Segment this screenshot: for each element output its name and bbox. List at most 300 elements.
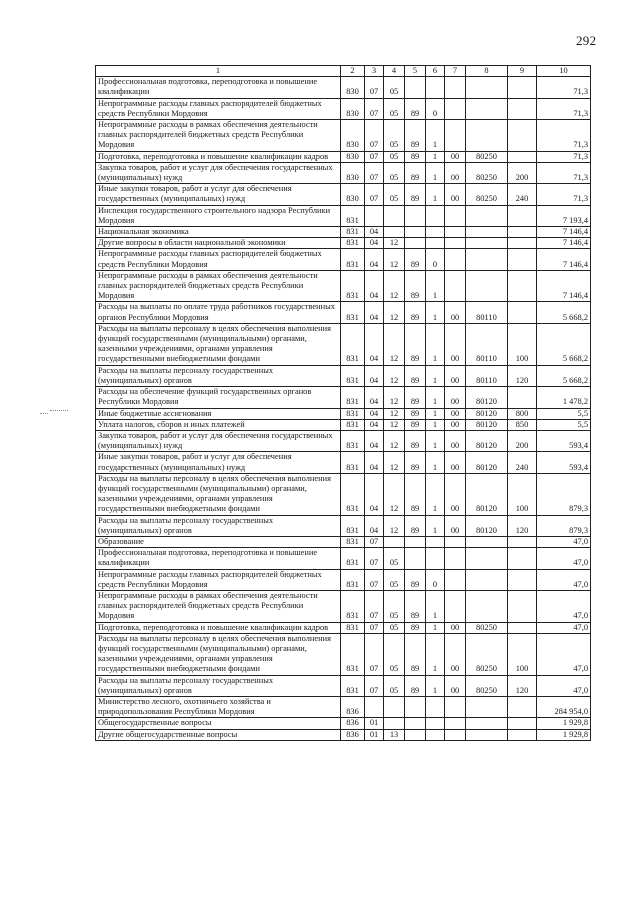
- direction-code: 80120: [466, 419, 508, 430]
- amount: 47,0: [537, 536, 591, 547]
- section-code: 07: [365, 622, 384, 633]
- subprogram-code: 1: [426, 270, 445, 302]
- expense-type-code: 120: [508, 515, 537, 536]
- direction-code: [466, 548, 508, 569]
- program-code: 89: [405, 430, 426, 451]
- table-row: [96, 323, 591, 365]
- program-code: [405, 696, 426, 717]
- subprogram-code: 1: [426, 675, 445, 696]
- expense-name: Закупка товаров, работ и услуг для обеспечения государственных (муниципальных) нужд: [96, 430, 341, 451]
- main-measure-code: [445, 249, 466, 270]
- section-code: 04: [365, 452, 384, 473]
- main-measure-code: 00: [445, 430, 466, 451]
- amount: 5 668,2: [537, 323, 591, 365]
- ministry-code: 830: [341, 151, 365, 162]
- program-code: [405, 536, 426, 547]
- amount: 47,0: [537, 569, 591, 590]
- table-row: [96, 302, 591, 323]
- subsection-code: 05: [384, 98, 405, 119]
- table-row: [96, 718, 591, 729]
- main-measure-code: [445, 120, 466, 152]
- direction-code: 80120: [466, 515, 508, 536]
- ministry-code: 831: [341, 590, 365, 622]
- main-measure-code: [445, 696, 466, 717]
- program-code: 89: [405, 633, 426, 675]
- section-code: 07: [365, 569, 384, 590]
- table-row: [96, 569, 591, 590]
- table-row: [96, 590, 591, 622]
- expense-name: Расходы на выплаты персоналу государственных (муниципальных) органов: [96, 365, 341, 386]
- section-code: 07: [365, 633, 384, 675]
- subprogram-code: 1: [426, 622, 445, 633]
- direction-code: 80110: [466, 323, 508, 365]
- table-row: [96, 729, 591, 740]
- expense-type-code: [508, 205, 537, 226]
- main-measure-code: [445, 77, 466, 98]
- program-code: 89: [405, 365, 426, 386]
- amount: 47,0: [537, 675, 591, 696]
- amount: 284 954,0: [537, 696, 591, 717]
- subprogram-code: 0: [426, 249, 445, 270]
- direction-code: 80250: [466, 184, 508, 205]
- subsection-code: 05: [384, 151, 405, 162]
- main-measure-code: 00: [445, 419, 466, 430]
- expense-name: Министерство лесного, охотничьего хозяйства и природопользования Республики Мордовия: [96, 696, 341, 717]
- expense-name: Расходы на выплаты по оплате труда работников государственных органов Республики Мордовия: [96, 302, 341, 323]
- direction-code: 80250: [466, 622, 508, 633]
- main-measure-code: 00: [445, 365, 466, 386]
- main-measure-code: [445, 590, 466, 622]
- section-code: 04: [365, 387, 384, 408]
- subprogram-code: 1: [426, 302, 445, 323]
- subsection-code: 12: [384, 249, 405, 270]
- subsection-code: 12: [384, 408, 405, 419]
- table-row: [96, 548, 591, 569]
- amount: 47,0: [537, 548, 591, 569]
- column-number-9: 9: [508, 66, 537, 77]
- expense-type-code: [508, 569, 537, 590]
- amount: 7 146,4: [537, 270, 591, 302]
- subsection-code: 05: [384, 77, 405, 98]
- subsection-code: 12: [384, 270, 405, 302]
- direction-code: 80250: [466, 633, 508, 675]
- subsection-code: 12: [384, 365, 405, 386]
- direction-code: 80120: [466, 452, 508, 473]
- section-code: 04: [365, 430, 384, 451]
- direction-code: 80250: [466, 151, 508, 162]
- expense-name: Образование: [96, 536, 341, 547]
- subprogram-code: 1: [426, 473, 445, 515]
- ministry-code: 830: [341, 77, 365, 98]
- ministry-code: 836: [341, 729, 365, 740]
- expense-type-code: 120: [508, 675, 537, 696]
- expense-name: Расходы на выплаты персоналу в целях обеспечения выполнения функций государственными (муниципальными) органами, казенными учреждениями, органами управления государственными внебюджетными фондами: [96, 473, 341, 515]
- ministry-code: 831: [341, 419, 365, 430]
- subprogram-code: 0: [426, 98, 445, 119]
- table-row: [96, 622, 591, 633]
- expense-name: Непрограммные расходы главных распорядителей бюджетных средств Республики Мордовия: [96, 98, 341, 119]
- subprogram-code: [426, 238, 445, 249]
- expense-type-code: 200: [508, 430, 537, 451]
- table-row: [96, 473, 591, 515]
- subsection-code: 05: [384, 548, 405, 569]
- main-measure-code: 00: [445, 184, 466, 205]
- program-code: 89: [405, 98, 426, 119]
- ministry-code: 831: [341, 622, 365, 633]
- table-row: [96, 408, 591, 419]
- table-row: [96, 675, 591, 696]
- table-row: [96, 536, 591, 547]
- direction-code: [466, 696, 508, 717]
- subprogram-code: [426, 729, 445, 740]
- amount: 71,3: [537, 184, 591, 205]
- main-measure-code: [445, 227, 466, 238]
- ministry-code: 831: [341, 408, 365, 419]
- program-code: 89: [405, 184, 426, 205]
- subsection-code: 12: [384, 302, 405, 323]
- ministry-code: 831: [341, 548, 365, 569]
- program-code: 89: [405, 162, 426, 183]
- expense-type-code: 100: [508, 323, 537, 365]
- subsection-code: 12: [384, 473, 405, 515]
- subsection-code: 05: [384, 184, 405, 205]
- program-code: [405, 238, 426, 249]
- expense-name: Иные закупки товаров, работ и услуг для обеспечения государственных (муниципальных) нужд: [96, 452, 341, 473]
- main-measure-code: 00: [445, 151, 466, 162]
- ministry-code: 831: [341, 227, 365, 238]
- expense-name: Инспекция государственного строительного надзора Республики Мордовия: [96, 205, 341, 226]
- main-measure-code: 00: [445, 633, 466, 675]
- main-measure-code: [445, 98, 466, 119]
- section-code: 04: [365, 419, 384, 430]
- table-row: [96, 238, 591, 249]
- section-code: 01: [365, 729, 384, 740]
- amount: 879,3: [537, 473, 591, 515]
- column-number-2: 2: [341, 66, 365, 77]
- table-row: [96, 184, 591, 205]
- direction-code: [466, 227, 508, 238]
- section-code: 04: [365, 270, 384, 302]
- direction-code: [466, 536, 508, 547]
- scan-mark: [40, 413, 48, 416]
- expense-name: Закупка товаров, работ и услуг для обеспечения государственных (муниципальных) нужд: [96, 162, 341, 183]
- main-measure-code: [445, 548, 466, 569]
- section-code: 07: [365, 98, 384, 119]
- subsection-code: 12: [384, 419, 405, 430]
- direction-code: [466, 77, 508, 98]
- direction-code: [466, 98, 508, 119]
- section-code: 04: [365, 323, 384, 365]
- expense-type-code: 100: [508, 473, 537, 515]
- subprogram-code: 1: [426, 430, 445, 451]
- program-code: 89: [405, 569, 426, 590]
- program-code: 89: [405, 249, 426, 270]
- expense-type-code: 100: [508, 633, 537, 675]
- ministry-code: 831: [341, 323, 365, 365]
- table-row: [96, 387, 591, 408]
- subsection-code: 05: [384, 633, 405, 675]
- subsection-code: 12: [384, 452, 405, 473]
- main-measure-code: 00: [445, 387, 466, 408]
- expense-type-code: 800: [508, 408, 537, 419]
- expense-type-code: [508, 270, 537, 302]
- section-code: 07: [365, 536, 384, 547]
- expense-type-code: [508, 729, 537, 740]
- subsection-code: [384, 718, 405, 729]
- program-code: 89: [405, 408, 426, 419]
- direction-code: 80120: [466, 430, 508, 451]
- direction-code: 80120: [466, 408, 508, 419]
- program-code: 89: [405, 590, 426, 622]
- ministry-code: 831: [341, 249, 365, 270]
- direction-code: [466, 270, 508, 302]
- section-code: 07: [365, 162, 384, 183]
- main-measure-code: [445, 536, 466, 547]
- amount: 593,4: [537, 430, 591, 451]
- table-row: [96, 162, 591, 183]
- amount: 71,3: [537, 77, 591, 98]
- ministry-code: 830: [341, 98, 365, 119]
- program-code: 89: [405, 515, 426, 536]
- subprogram-code: [426, 227, 445, 238]
- ministry-code: 831: [341, 536, 365, 547]
- main-measure-code: 00: [445, 675, 466, 696]
- subprogram-code: 1: [426, 408, 445, 419]
- subprogram-code: [426, 205, 445, 226]
- section-code: 07: [365, 77, 384, 98]
- subprogram-code: 1: [426, 633, 445, 675]
- expense-type-code: [508, 249, 537, 270]
- expense-name: Расходы на выплаты персоналу в целях обеспечения выполнения функций государственными (муниципальными) органами, казенными учреждениями, органами управления государственными внебюджетными фондами: [96, 633, 341, 675]
- table-row: [96, 227, 591, 238]
- direction-code: [466, 205, 508, 226]
- subprogram-code: 1: [426, 515, 445, 536]
- table-row: [96, 419, 591, 430]
- section-code: 07: [365, 184, 384, 205]
- amount: 5 668,2: [537, 302, 591, 323]
- expense-name: Расходы на выплаты персоналу в целях обеспечения выполнения функций государственными (муниципальными) органами, казенными учреждениями, органами управления государственными внебюджетными фондами: [96, 323, 341, 365]
- subsection-code: [384, 536, 405, 547]
- program-code: [405, 77, 426, 98]
- section-code: 07: [365, 151, 384, 162]
- subsection-code: 05: [384, 162, 405, 183]
- expense-name: Расходы на выплаты персоналу государственных (муниципальных) органов: [96, 675, 341, 696]
- table-row: [96, 120, 591, 152]
- expense-type-code: [508, 536, 537, 547]
- ministry-code: 831: [341, 473, 365, 515]
- program-code: 89: [405, 473, 426, 515]
- main-measure-code: [445, 718, 466, 729]
- expense-type-code: [508, 696, 537, 717]
- column-number-4: 4: [384, 66, 405, 77]
- program-code: 89: [405, 452, 426, 473]
- table-row: [96, 696, 591, 717]
- amount: 47,0: [537, 622, 591, 633]
- direction-code: 80120: [466, 387, 508, 408]
- ministry-code: 831: [341, 675, 365, 696]
- ministry-code: 831: [341, 270, 365, 302]
- ministry-code: 831: [341, 452, 365, 473]
- table-row: [96, 98, 591, 119]
- subsection-code: 12: [384, 430, 405, 451]
- expense-type-code: 850: [508, 419, 537, 430]
- subprogram-code: 1: [426, 151, 445, 162]
- direction-code: 80250: [466, 162, 508, 183]
- expense-name: Другие вопросы в области национальной экономики: [96, 238, 341, 249]
- subprogram-code: [426, 718, 445, 729]
- program-code: 89: [405, 302, 426, 323]
- budget-table: [95, 65, 591, 741]
- program-code: 89: [405, 270, 426, 302]
- ministry-code: 836: [341, 696, 365, 717]
- expense-type-code: [508, 718, 537, 729]
- expense-type-code: [508, 227, 537, 238]
- amount: 7 146,4: [537, 249, 591, 270]
- subsection-code: 12: [384, 387, 405, 408]
- direction-code: [466, 120, 508, 152]
- section-code: 04: [365, 227, 384, 238]
- table-row: [96, 430, 591, 451]
- main-measure-code: 00: [445, 515, 466, 536]
- section-code: 07: [365, 675, 384, 696]
- subsection-code: 05: [384, 590, 405, 622]
- table-row: [96, 249, 591, 270]
- table-row: [96, 515, 591, 536]
- amount: 593,4: [537, 452, 591, 473]
- direction-code: 80250: [466, 675, 508, 696]
- direction-code: 80110: [466, 365, 508, 386]
- expense-type-code: 240: [508, 452, 537, 473]
- subsection-code: [384, 696, 405, 717]
- expense-type-code: [508, 590, 537, 622]
- expense-name: Расходы на обеспечение функций государственных органов Республики Мордовия: [96, 387, 341, 408]
- main-measure-code: [445, 238, 466, 249]
- amount: 1 929,8: [537, 729, 591, 740]
- amount: 1 929,8: [537, 718, 591, 729]
- main-measure-code: 00: [445, 162, 466, 183]
- section-code: 07: [365, 548, 384, 569]
- expense-type-code: [508, 548, 537, 569]
- amount: 1 478,2: [537, 387, 591, 408]
- column-number-8: 8: [466, 66, 508, 77]
- main-measure-code: [445, 270, 466, 302]
- table-row: [96, 205, 591, 226]
- expense-name: Непрограммные расходы в рамках обеспечения деятельности главных распорядителей бюджетных средств Республики Мордовия: [96, 590, 341, 622]
- main-measure-code: 00: [445, 473, 466, 515]
- column-number-3: 3: [365, 66, 384, 77]
- subsection-code: [384, 205, 405, 226]
- subprogram-code: 1: [426, 365, 445, 386]
- amount: 7 146,4: [537, 227, 591, 238]
- expense-name: Расходы на выплаты персоналу государственных (муниципальных) органов: [96, 515, 341, 536]
- ministry-code: 831: [341, 633, 365, 675]
- section-code: 04: [365, 408, 384, 419]
- ministry-code: 831: [341, 515, 365, 536]
- column-number-6: 6: [426, 66, 445, 77]
- scan-mark: [50, 410, 68, 413]
- section-code: 07: [365, 120, 384, 152]
- subsection-code: 12: [384, 515, 405, 536]
- subsection-code: 05: [384, 675, 405, 696]
- ministry-code: 830: [341, 162, 365, 183]
- expense-type-code: [508, 77, 537, 98]
- program-code: [405, 227, 426, 238]
- direction-code: [466, 238, 508, 249]
- amount: 71,3: [537, 151, 591, 162]
- expense-name: Иные бюджетные ассигнования: [96, 408, 341, 419]
- expense-type-code: 120: [508, 365, 537, 386]
- column-number-5: 5: [405, 66, 426, 77]
- expense-name: Уплата налогов, сборов и иных платежей: [96, 419, 341, 430]
- main-measure-code: 00: [445, 408, 466, 419]
- table-row: [96, 270, 591, 302]
- program-code: 89: [405, 387, 426, 408]
- section-code: [365, 205, 384, 226]
- expense-type-code: [508, 98, 537, 119]
- page-number: 292: [576, 33, 597, 48]
- main-measure-code: 00: [445, 622, 466, 633]
- section-code: 07: [365, 590, 384, 622]
- expense-name: Общегосударственные вопросы: [96, 718, 341, 729]
- expense-name: Непрограммные расходы главных распорядителей бюджетных средств Республики Мордовия: [96, 569, 341, 590]
- column-number-10: 10: [537, 66, 591, 77]
- ministry-code: 831: [341, 205, 365, 226]
- main-measure-code: [445, 729, 466, 740]
- table-row: [96, 452, 591, 473]
- subprogram-code: 1: [426, 184, 445, 205]
- main-measure-code: [445, 205, 466, 226]
- expense-name: Непрограммные расходы главных распорядителей бюджетных средств Республики Мордовия: [96, 249, 341, 270]
- expense-name: Иные закупки товаров, работ и услуг для обеспечения государственных (муниципальных) нужд: [96, 184, 341, 205]
- program-code: 89: [405, 419, 426, 430]
- subprogram-code: [426, 696, 445, 717]
- amount: 71,3: [537, 162, 591, 183]
- section-code: 04: [365, 302, 384, 323]
- expense-name: Непрограммные расходы в рамках обеспечения деятельности главных распорядителей бюджетных средств Республики Мордовия: [96, 270, 341, 302]
- program-code: 89: [405, 323, 426, 365]
- subprogram-code: [426, 77, 445, 98]
- subsection-code: 05: [384, 120, 405, 152]
- subsection-code: [384, 227, 405, 238]
- expense-name: Подготовка, переподготовка и повышение квалификации кадров: [96, 622, 341, 633]
- program-code: 89: [405, 151, 426, 162]
- amount: 5,5: [537, 408, 591, 419]
- main-measure-code: 00: [445, 452, 466, 473]
- program-code: 89: [405, 120, 426, 152]
- subprogram-code: [426, 536, 445, 547]
- subprogram-code: 1: [426, 452, 445, 473]
- subprogram-code: 1: [426, 419, 445, 430]
- amount: 7 146,4: [537, 238, 591, 249]
- amount: 71,3: [537, 98, 591, 119]
- section-code: [365, 696, 384, 717]
- ministry-code: 831: [341, 302, 365, 323]
- ministry-code: 830: [341, 184, 365, 205]
- ministry-code: 831: [341, 430, 365, 451]
- amount: 5 668,2: [537, 365, 591, 386]
- subsection-code: 12: [384, 323, 405, 365]
- amount: 879,3: [537, 515, 591, 536]
- subprogram-code: 1: [426, 162, 445, 183]
- expense-type-code: [508, 622, 537, 633]
- subsection-code: 12: [384, 238, 405, 249]
- section-code: 04: [365, 238, 384, 249]
- expense-name: Другие общегосударственные вопросы: [96, 729, 341, 740]
- expense-type-code: [508, 302, 537, 323]
- column-number-1: 1: [96, 66, 341, 77]
- table-row: [96, 633, 591, 675]
- subprogram-code: 1: [426, 590, 445, 622]
